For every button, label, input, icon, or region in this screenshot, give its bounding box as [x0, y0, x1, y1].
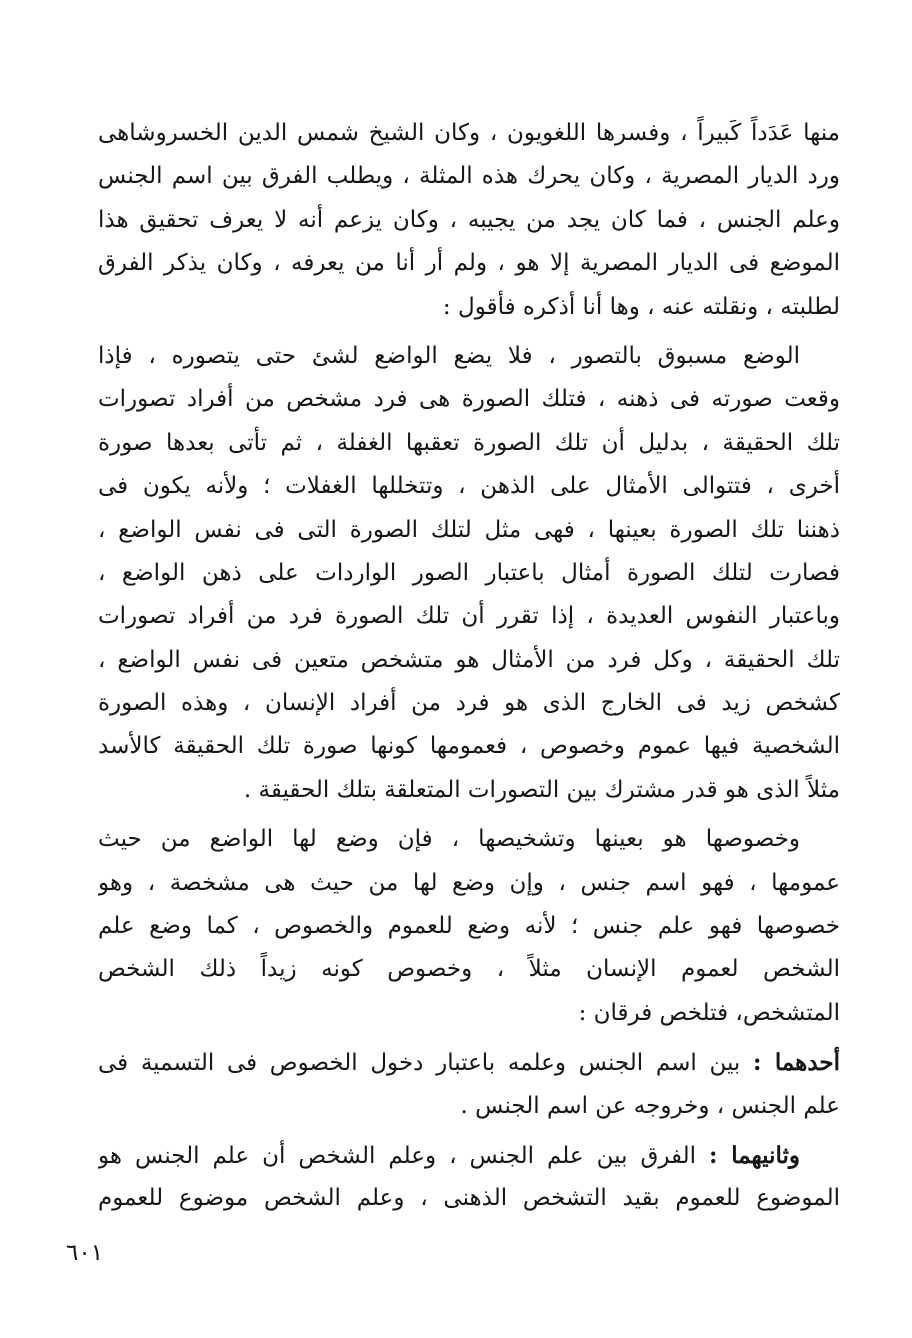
- paragraph-lead: وثانيهما :: [709, 1141, 800, 1169]
- text-line: كشخص زيد فى الخارج الذى هو فرد من أفراد الإنسان ، وهذه الصورة: [98, 690, 840, 717]
- text-line: لطلبته ، ونقلته عنه ، وها أنا أذكره فأقول :: [442, 293, 840, 320]
- text-line: منها عَدَداً كَبيراً ، وفسرها اللغويون ، وكان الشيخ شمس الدين الخسروشاهى: [98, 120, 840, 146]
- text-line: فصارت لتلك الصورة أمثال باعتبار الصور الواردات على ذهن الواضع ،: [98, 559, 840, 586]
- text-line: الموضع فى الديار المصرية إلا هو ، ولم أر أنا من يعرفه ، وكان يذكر الفرق: [98, 250, 840, 277]
- text-line: وخصوصها هو بعينها وتشخيصها ، فإن وضع لها الواضع من حيث: [98, 826, 800, 853]
- text-line: ذهننا تلك الصورة بعينها ، فهى مثل لتلك الصورة التى فى نفس الواضع ،: [98, 516, 840, 543]
- paragraph-5: [98, 1134, 840, 1221]
- text-line: [98, 1041, 840, 1084]
- text-line: الشخصية فيها عموم وخصوص ، فعمومها كونها صورة تلك الحقيقة كالأسد: [98, 733, 840, 760]
- text-line: ورد الديار المصرية ، وكان يحرك هذه المثلة ، ويطلب الفرق بين اسم الجنس: [98, 163, 840, 190]
- text-line: [98, 1134, 840, 1177]
- page-number: ٦٠١: [66, 1240, 104, 1266]
- text-line: الموضوع للعموم بقيد التشخص الذهنى ، وعلم الشخص موضوع للعموم: [98, 1185, 840, 1212]
- text-line: الشخص لعموم الإنسان مثلاً ، وخصوص كونه زيداً ذلك الشخص: [98, 956, 840, 983]
- text-line: خصوصها فهو علم جنس ؛ لأنه وضع للعموم والخصوص ، كما وضع علم: [98, 913, 840, 940]
- paragraph-4: [98, 1041, 840, 1128]
- text-line: الوضع مسبوق بالتصور ، فلا يضع الواضع لشئ حتى يتصوره ، فإذا: [98, 342, 800, 369]
- document-body: [98, 112, 840, 1221]
- paragraph-3: [98, 818, 840, 1035]
- paragraph-2: [98, 335, 840, 812]
- text-line: مثلاً الذى هو قدر مشترك بين التصورات المتعلقة بتلك الحقيقة .: [243, 776, 840, 803]
- text-line: وقعت صورته فى ذهنه ، فتلك الصورة هى فرد مشخص من أفراد تصورات: [98, 386, 840, 413]
- text-line: وباعتبار النفوس العديدة ، إذا تقرر أن تلك الصورة فرد من أفراد تصورات: [98, 603, 840, 630]
- paragraph-lead: أحدهما :: [753, 1049, 840, 1077]
- text-line: وعلم الجنس ، فما كان يجد من يجيبه ، وكان يزعم أنه لا يعرف تحقيق هذا: [98, 206, 840, 233]
- text-line: عمومها ، فهو اسم جنس ، وإن وضع لها من حيث هى مشخصة ، وهو: [98, 869, 840, 896]
- text-line: تلك الحقيقة ، بدليل أن تلك الصورة تعقبها الغفلة ، ثم تأتى بعدها صورة: [98, 429, 840, 456]
- text-line: تلك الحقيقة ، وكل فرد من الأمثال هو متشخص متعين فى نفس الواضع ،: [98, 646, 840, 673]
- paragraph-1: [98, 112, 840, 329]
- text-span: بين اسم الجنس وعلمه باعتبار دخول الخصوص فى التسمية فى: [98, 1050, 754, 1077]
- text-span: الفرق بين علم الجنس ، وعلم الشخص أن علم الجنس هو: [98, 1142, 710, 1169]
- text-line: علم الجنس ، وخروجه عن اسم الجنس .: [460, 1092, 840, 1119]
- text-line: أخرى ، فتتوالى الأمثال على الذهن ، وتتخللها الغفلات ؛ ولأنه يكون فى: [98, 473, 840, 500]
- text-line: المتشخص، فتلخص فرقان :: [578, 999, 840, 1026]
